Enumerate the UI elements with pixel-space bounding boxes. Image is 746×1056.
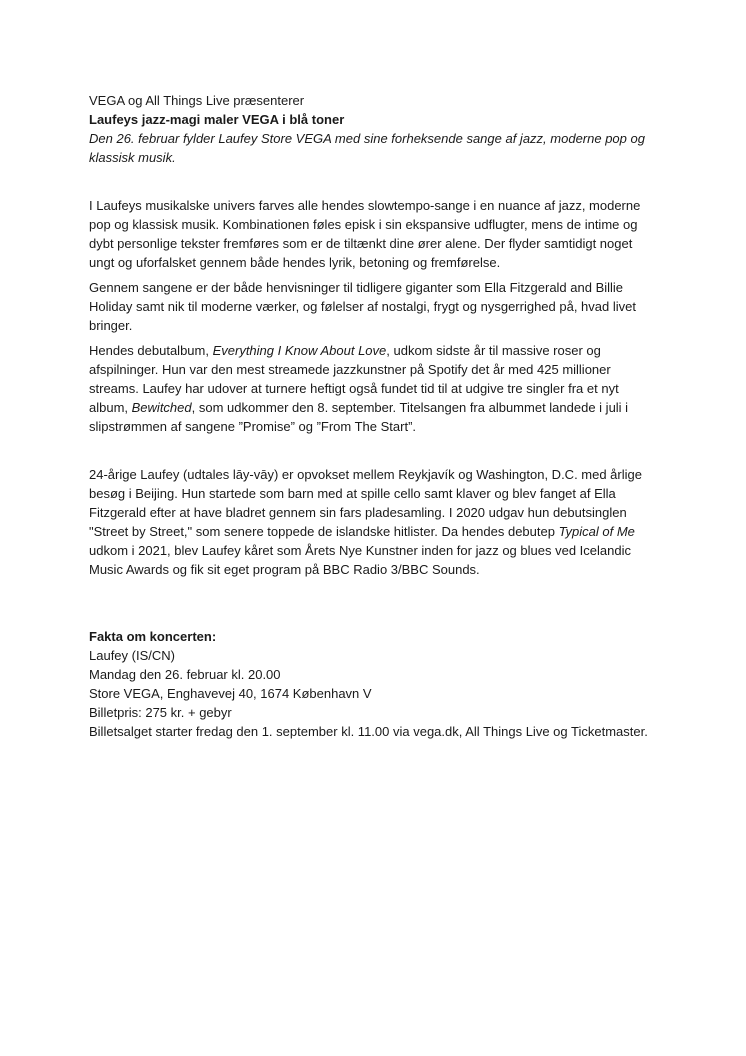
facts-heading: Fakta om koncerten: bbox=[89, 629, 217, 644]
press-release bbox=[89, 91, 659, 741]
facts-ticket-sale: Billetsalget starter fredag den 1. september kl. 11.00 via vega.dk, All Things Live og Ticketmaster. bbox=[89, 724, 648, 739]
facts-price: Billetpris: 275 kr. + gebyr bbox=[89, 705, 232, 720]
album-title-2: Bewitched bbox=[131, 400, 192, 415]
headline: Laufeys jazz-magi maler VEGA i blå toner bbox=[89, 112, 345, 127]
subheadline: Den 26. februar fylder Laufey Store VEGA med sine forheksende sange af jazz, moderne pop og klassisk musik. bbox=[89, 131, 645, 165]
album-title: Everything I Know About Love bbox=[212, 343, 387, 358]
facts-date: Mandag den 26. februar kl. 20.00 bbox=[89, 667, 281, 682]
facts-venue: Store VEGA, Enghavevej 40, 1674 København V bbox=[89, 686, 372, 701]
body-paragraph-1: I Laufeys musikalske univers farves alle hendes slowtempo-sange i en nuance af jazz, moderne pop og klassisk musik. Kombinationen føles episk i sin ekspansive udflugter, mens de intime og dybt personlige tekster fremføres som er de tiltænkt dine ører alene. Der flyder samtidigt noget ungt og uforfalsket gennem både hendes lyrik, betoning og fremførelse. bbox=[89, 198, 641, 270]
concert-facts bbox=[89, 627, 659, 741]
facts-artist: Laufey (IS/CN) bbox=[89, 648, 175, 663]
body-paragraph-3: Hendes debutalbum, Everything I Know About Love, udkom sidste år til massive roser og afspilninger. Hun var den mest streamede jazzkunstner på Spotify det år med 425 millioner streams. Laufey har udover at turnere heftigt også fundet tid til at udgive tre singler fra et nyt album, Bewitched, som udkommer den 8. september. Titelsangen fra albummet landede i juli i slipstrømmen af sangene ”Promise” og ”From The Start”. bbox=[89, 343, 629, 434]
body-paragraph-2: Gennem sangene er der både henvisninger til tidligere giganter som Ella Fitzgerald and Billie Holiday samt nik til moderne værker, og følelser af nostalgi, frygt og nysgerrighed på, hvad livet bringer. bbox=[89, 280, 636, 333]
presenter-line: VEGA og All Things Live præsenterer bbox=[89, 93, 305, 108]
body-paragraph-4: 24-årige Laufey (udtales lāy-vāy) er opvokset mellem Reykjavík og Washington, D.C. med årlige besøg i Beijing. Hun startede som barn med at spille cello samt klaver og blev fanget af Ella Fitzgerald efter at have bladret gennem sin fars pladesamling. I 2020 udgav hun debutsinglen "Street by Street," som senere toppede de islandske hitlister. Da hendes debutep Typical of Me udkom i 2021, blev Laufey kåret som Årets Nye Kunstner inden for jazz og blues ved Icelandic Music Awards og fik sit eget program på BBC Radio 3/BBC Sounds. bbox=[89, 467, 642, 577]
ep-title: Typical of Me bbox=[558, 524, 635, 539]
